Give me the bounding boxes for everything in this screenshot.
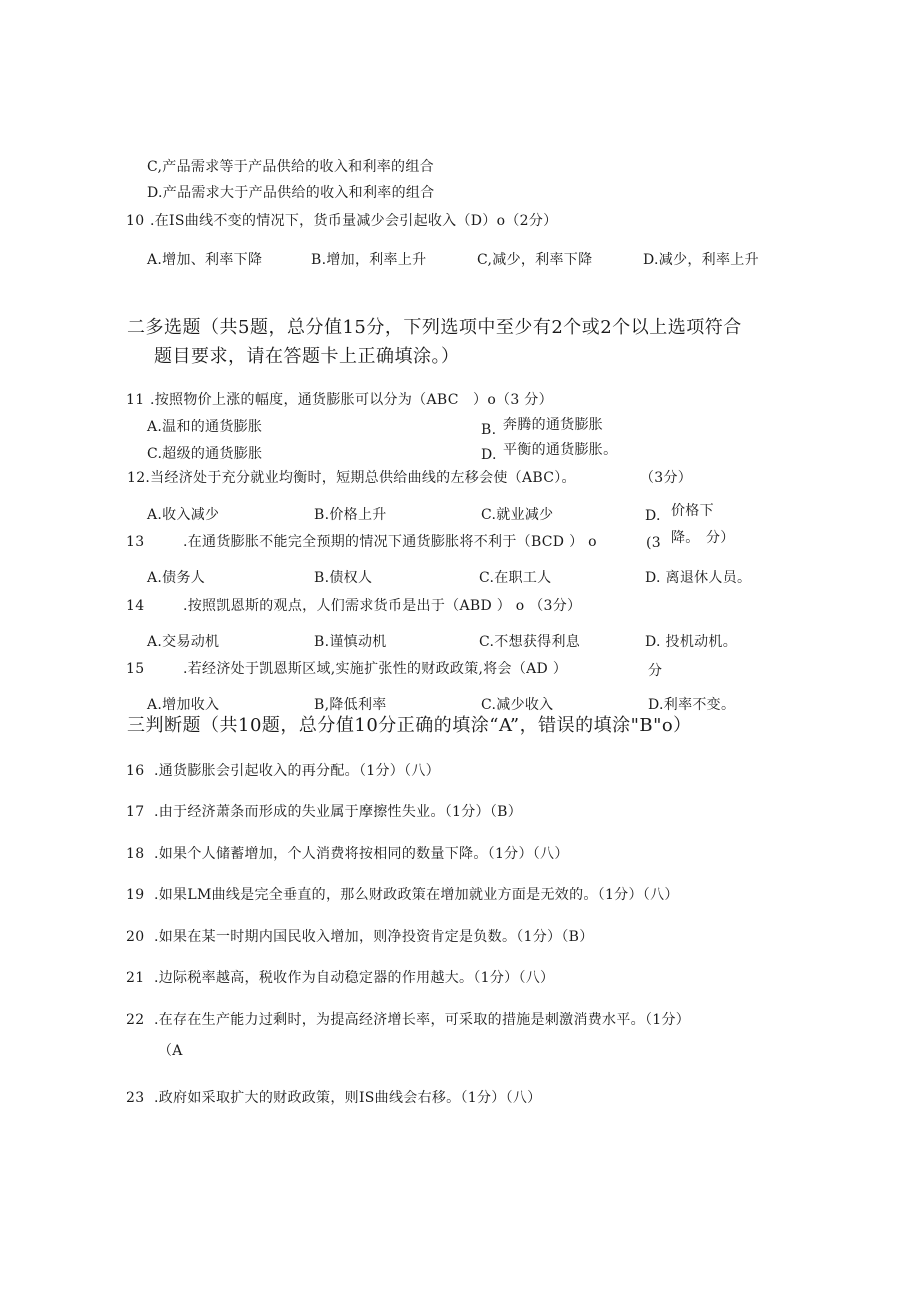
q21-text: .边际税率越高，税收作为自动稳定器的作用越大。（1分）（八）	[154, 970, 555, 986]
q21-number: 21	[126, 970, 145, 986]
q15-text: .若经济处于凯恩斯区域,实施扩张性的财政政策,将会（AD ）	[183, 661, 568, 677]
q15-score: 分	[648, 663, 663, 679]
q23-number: 23	[126, 1090, 145, 1106]
q18-number: 18	[126, 846, 145, 862]
q16-number: 16	[126, 763, 145, 779]
q11-option-b-letter: B.	[481, 422, 497, 438]
q15-option-c: C.减少收入	[481, 697, 554, 713]
q22-number: 22	[126, 1012, 145, 1028]
q12-option-c: C.就业减少	[481, 507, 554, 523]
q14-option-c: C.不想获得利息	[479, 634, 581, 650]
q16-text: .通货膨胀会引起收入的再分配。（1分）（八）	[154, 763, 440, 779]
q13-option-d: D. 离退休人员。	[645, 570, 752, 586]
q15-option-d: D.利率不变。	[648, 697, 736, 713]
q10-number: 10	[126, 213, 145, 229]
q9-option-c: C,产品需求等于产品供给的收入和利率的组合	[147, 159, 434, 175]
q13-text: .在通货膨胀不能完全预期的情况下通货膨胀将不利于（BCD ） o	[183, 534, 597, 550]
q13-number: 13	[126, 534, 145, 550]
q14-number: 14	[126, 598, 145, 614]
q12-option-a: A.收入减少	[147, 507, 220, 523]
q10-option-a: A.增加、利率下降	[147, 252, 263, 268]
q15-number: 15	[126, 661, 145, 677]
q20-number: 20	[126, 929, 145, 945]
q11-number: 11	[126, 392, 145, 408]
q17-number: 17	[126, 804, 145, 820]
q10-option-d: D.减少，利率上升	[643, 252, 759, 268]
q10-option-b: B.增加，利率上升	[311, 252, 427, 268]
q12-option-d-part2: 降。	[671, 530, 700, 546]
q11-option-c: C.超级的通货膨胀	[147, 446, 263, 462]
q15-option-b: B,降低利率	[314, 697, 387, 713]
q12-option-d-letter: D.	[645, 508, 661, 524]
q13-option-a: A.债务人	[147, 570, 206, 586]
q22-text: .在存在生产能力过剩时，为提高经济增长率，可采取的措施是刺激消费水平。（1分）	[154, 1012, 691, 1028]
q14-option-d: D. 投机动机。	[645, 634, 738, 650]
q17-text: .由于经济萧条而形成的失业属于摩擦性失业。（1分）（B）	[154, 804, 523, 820]
q14-text: .按照凯恩斯的观点，人们需求货币是出于（ABD ） o （3分）	[183, 598, 582, 614]
q14-option-b: B.谨慎动机	[314, 634, 387, 650]
q15-option-a: A.增加收入	[147, 697, 220, 713]
q22-answer-continuation: （A	[158, 1043, 183, 1059]
section2-heading-line1: 二多选题（共5题，总分值15分，下列选项中至少有2个或2个以上选项符合	[127, 317, 742, 338]
q11-option-b: 奔腾的通货膨胀	[503, 417, 604, 433]
q12-option-b: B.价格上升	[314, 507, 387, 523]
q12-text: 12.当经济处于充分就业均衡时，短期总供给曲线的左移会使（ABC）。	[127, 470, 576, 486]
q13-option-b: B.债权人	[314, 570, 373, 586]
section3-heading: 三判断题（共10题，总分值10分正确的填涂“A”，错误的填涂"B"o）	[127, 715, 692, 736]
q18-text: .如果个人储蓄增加，个人消费将按相同的数量下降。（1分）（八）	[154, 846, 569, 862]
q19-number: 19	[126, 887, 145, 903]
q13-option-c: C.在职工人	[479, 570, 552, 586]
q12-score: （3分）	[640, 470, 693, 486]
q13-score-part1: (3	[646, 535, 661, 551]
q19-text: .如果LM曲线是完全垂直的，那么财政政策在增加就业方面是无效的。（1分）（八）	[154, 887, 679, 903]
q11-option-d-letter: D.	[481, 447, 497, 463]
q13-score-part2: 分）	[706, 530, 735, 546]
q11-option-d: 平衡的通货膨胀。	[503, 442, 618, 458]
q12-option-d-part1: 价格下	[671, 503, 714, 519]
q20-text: .如果在某一时期内国民收入增加，则净投资肯定是负数。（1分）（B）	[154, 929, 594, 945]
q11-text: .按照物价上涨的幅度，通货膨胀可以分为（ABC ）o（3 分）	[150, 392, 553, 408]
q14-option-a: A.交易动机	[147, 634, 220, 650]
q11-option-a: A.温和的通货膨胀	[147, 419, 263, 435]
section2-heading-line2: 题目要求，请在答题卡上正确填涂。）	[154, 346, 460, 367]
q10-option-c: C,减少，利率下降	[477, 252, 593, 268]
q23-text: .政府如采取扩大的财政政策，则IS曲线会右移。（1分）（八）	[154, 1090, 542, 1106]
q9-option-d: D.产品需求大于产品供给的收入和利率的组合	[147, 185, 435, 201]
q10-text: .在IS曲线不变的情况下，货币量减少会引起收入（D）o（2分）	[150, 213, 558, 229]
